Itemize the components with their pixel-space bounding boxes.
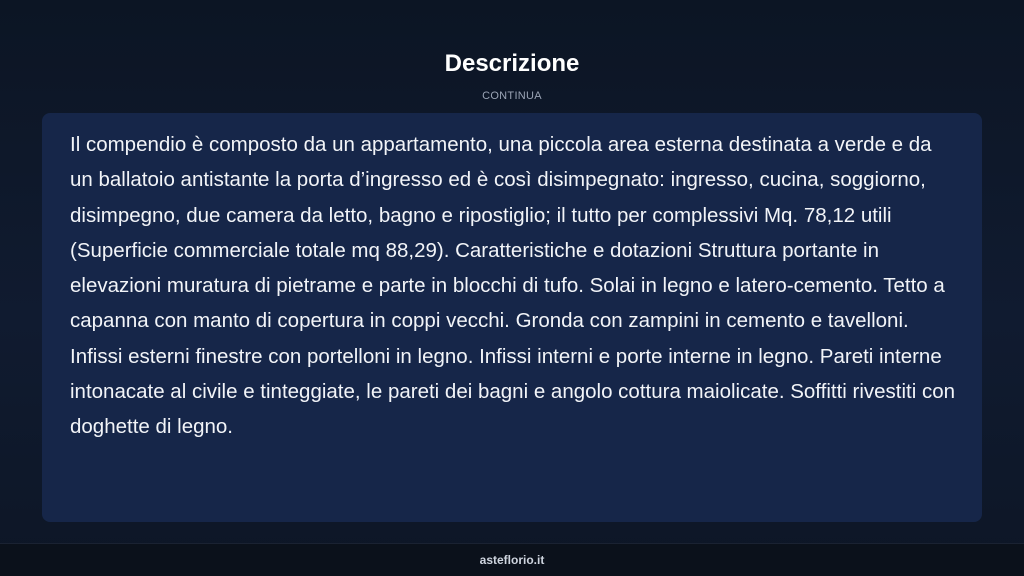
description-card [42,113,982,522]
footer-bar [0,543,1024,576]
page-title: Descrizione [444,50,580,77]
description-text: Il compendio è composto da un appartamento, una piccola area esterna destinata a verde e da un ballatoio antistante la porta d’ingresso ed è così disimpegnato: ingresso, cucina, soggiorno, disimpegno, due camera da letto, bagno e ripostiglio; il tutto per complessivi Mq. 78,12 utili (Superficie commerciale totale mq 88,29). Caratteristiche e dotazioni Struttura portante in elevazioni muratura di pietrame e parte in blocchi di tufo. Solai in legno e latero-cemento. Tetto a capanna con manto di copertura in coppi vecchi. Gronda con zampini in cemento e tavelloni. Infissi esterni finestre con portelloni in legno. Infissi interni e porte interne in legno. Pareti interne intonacate al civile e tinteggiate, le pareti dei bagni e angolo cottura maiolicate. Soffitti rivestiti con doghette di legno. [70,133,956,439]
continua-label: CONTINUA [482,90,542,102]
site-name: asteflorio.it [479,553,545,567]
